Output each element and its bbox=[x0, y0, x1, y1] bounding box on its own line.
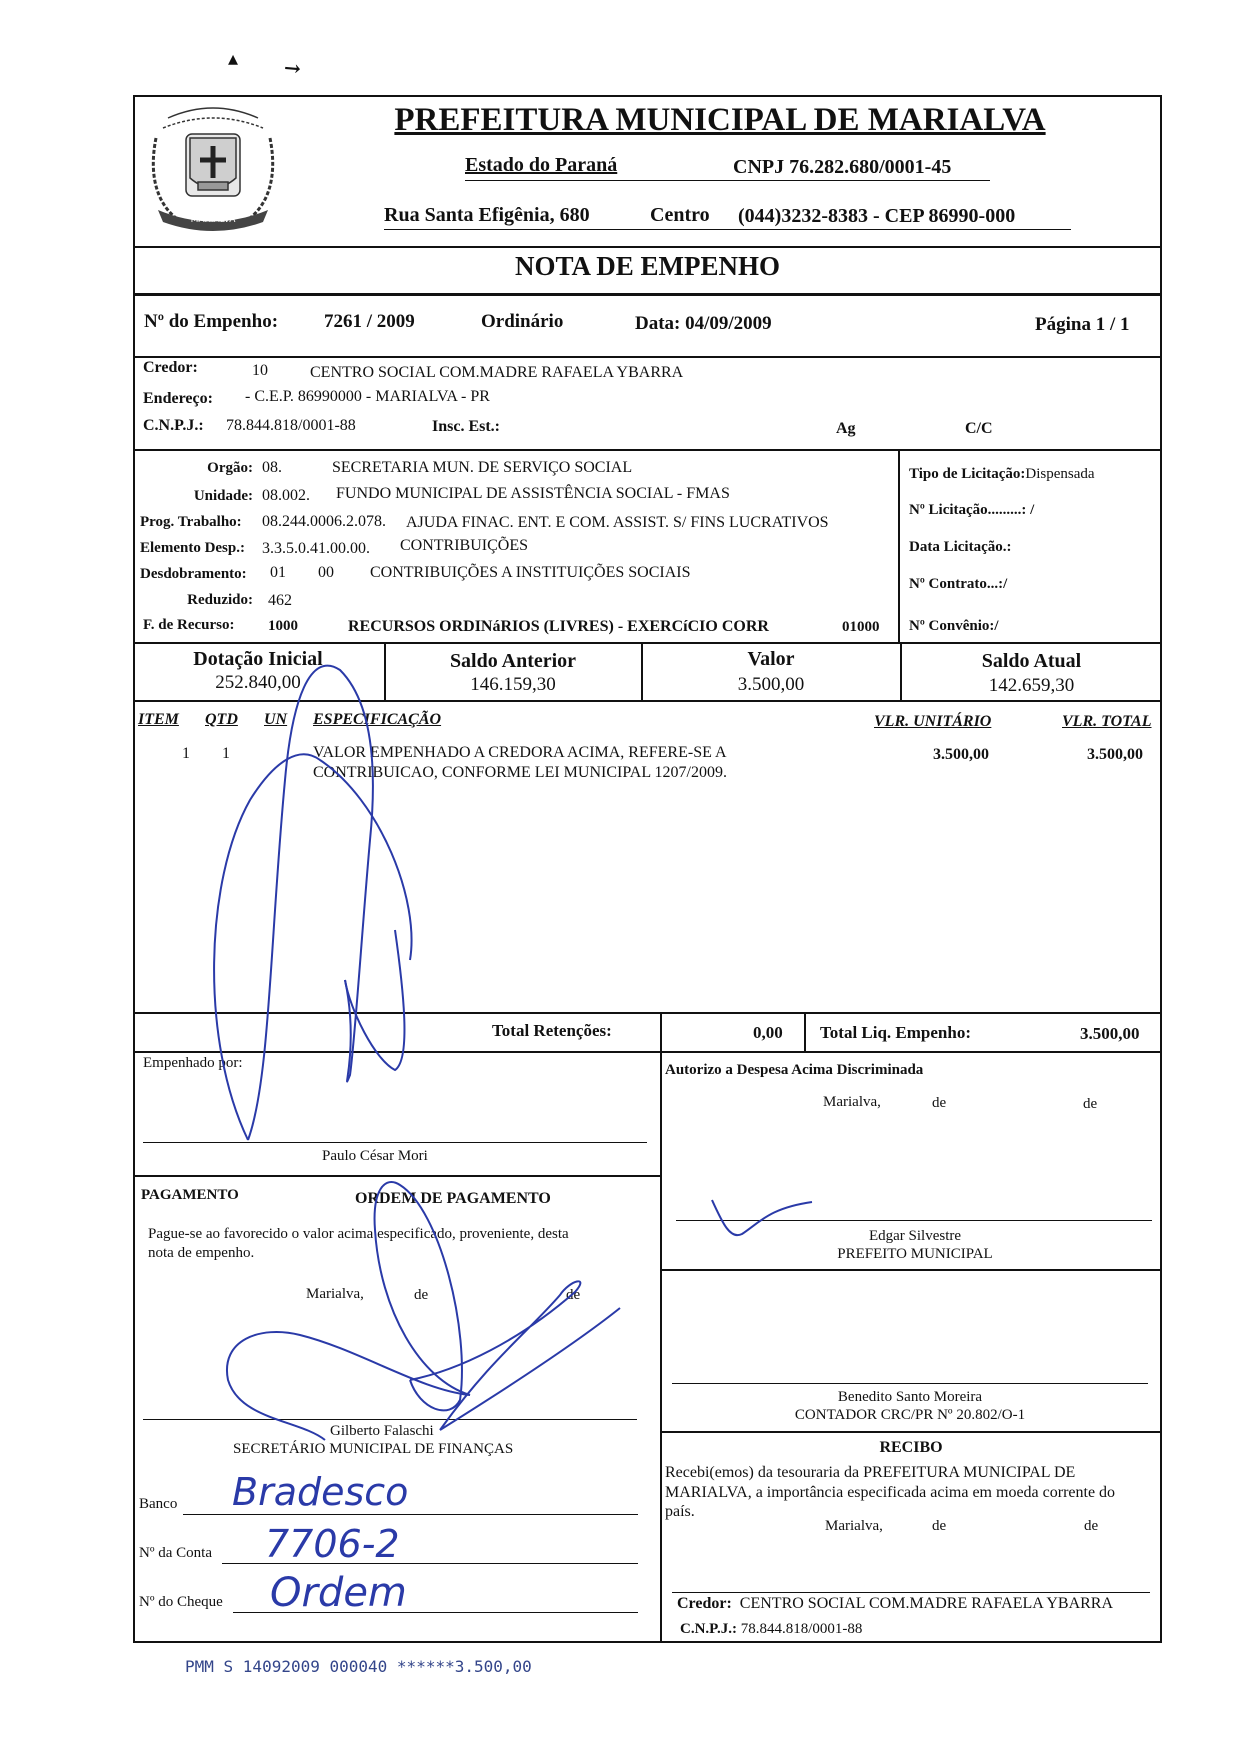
col-qtd-header: QTD bbox=[205, 711, 238, 728]
saldo-atual-label: Saldo Atual bbox=[981, 650, 1082, 672]
signature-line bbox=[143, 1142, 647, 1143]
conta-handwritten: 7706-2 bbox=[265, 1522, 400, 1566]
state-label: Estado do Paraná bbox=[465, 154, 618, 176]
fonte-label: F. de Recurso: bbox=[143, 617, 235, 633]
prog-code: 08.244.0006.2.078. bbox=[262, 513, 386, 530]
signature-line bbox=[672, 1383, 1148, 1384]
saldo-atual-value: 142.659,30 bbox=[988, 675, 1075, 696]
orgao-label: Orgão: bbox=[207, 460, 253, 476]
cheque-handwritten: Ordem bbox=[270, 1570, 407, 1616]
reduzido-value: 462 bbox=[268, 592, 292, 609]
liq-label: Total Liq. Empenho: bbox=[820, 1023, 971, 1042]
fonte-code: 1000 bbox=[268, 618, 298, 634]
row-item: 1 bbox=[182, 745, 190, 762]
tipo-licitacao-label: Tipo de Licitação: bbox=[909, 466, 1026, 482]
ag-label: Ag bbox=[836, 420, 856, 437]
credor-label: Credor: bbox=[143, 359, 198, 376]
address-field-label: Endereço: bbox=[143, 390, 213, 407]
autorizo-de2: de bbox=[1083, 1096, 1098, 1112]
desdobramento-label: Desdobramento: bbox=[140, 566, 247, 582]
divider bbox=[660, 1269, 1162, 1271]
empenhado-name: Paulo César Mori bbox=[322, 1148, 428, 1164]
col-total-header: VLR. TOTAL bbox=[1062, 713, 1152, 730]
divider bbox=[804, 1012, 806, 1051]
desdobramento-code2: 00 bbox=[318, 564, 334, 581]
row-spec-line2: CONTRIBUICAO, CONFORME LEI MUNICIPAL 1207/2009. bbox=[313, 764, 727, 781]
divider bbox=[133, 700, 1162, 702]
scan-mark: ↘ bbox=[279, 55, 307, 83]
ordem-label: ORDEM DE PAGAMENTO bbox=[355, 1190, 551, 1207]
liq-value: 3.500,00 bbox=[1080, 1024, 1140, 1043]
row-total-value: 3.500,00 bbox=[1087, 746, 1143, 763]
divider bbox=[660, 1431, 1162, 1433]
autorizo-label: Autorizo a Despesa Acima Discriminada bbox=[665, 1062, 924, 1078]
fonte-ref: 01000 bbox=[842, 619, 880, 635]
recibo-text1: Recebi(emos) da tesouraria da PREFEITURA MUNICIPAL DE bbox=[665, 1464, 1076, 1481]
secretario-name: Gilberto Falaschi bbox=[330, 1423, 434, 1439]
prog-name: AJUDA FINAC. ENT. E COM. ASSIST. S/ FINS LUCRATIVOS bbox=[406, 514, 829, 531]
row-unit-value: 3.500,00 bbox=[933, 746, 989, 763]
contrato-number: Nº Contrato...:/ bbox=[909, 576, 1008, 592]
col-spec-header: ESPECIFICAÇÃO bbox=[313, 711, 442, 728]
banco-handwritten: Bradesco bbox=[232, 1470, 409, 1514]
elemento-name: CONTRIBUIÇÕES bbox=[400, 537, 529, 554]
desdobramento-name: CONTRIBUIÇÕES A INSTITUIÇÕES SOCIAIS bbox=[370, 564, 691, 581]
prog-label: Prog. Trabalho: bbox=[140, 514, 242, 530]
insc-label: Insc. Est.: bbox=[432, 418, 501, 435]
col-un-header: UN bbox=[264, 711, 288, 728]
banco-label: Banco bbox=[139, 1496, 178, 1512]
banco-field-line bbox=[183, 1514, 638, 1515]
divider bbox=[133, 1012, 1162, 1014]
underline bbox=[384, 229, 1071, 230]
pagamento-de1: de bbox=[414, 1287, 429, 1303]
recibo-place: Marialva, bbox=[825, 1518, 883, 1534]
empenhado-label: Empenhado por: bbox=[143, 1055, 243, 1071]
divider bbox=[898, 449, 900, 642]
row-qtd: 1 bbox=[222, 745, 230, 762]
contador-role: CONTADOR CRC/PR Nº 20.802/O-1 bbox=[794, 1407, 1026, 1423]
recibo-de1: de bbox=[932, 1518, 947, 1534]
unidade-code: 08.002. bbox=[262, 487, 310, 504]
cnpj-field-label: C.N.P.J.: bbox=[143, 417, 204, 434]
contador-name: Benedito Santo Moreira bbox=[837, 1389, 983, 1405]
scan-mark: ▴ bbox=[228, 48, 239, 70]
cheque-label: Nº do Cheque bbox=[139, 1594, 223, 1610]
dotacao-value: 252.840,00 bbox=[215, 672, 301, 693]
retencoes-label: Total Retenções: bbox=[492, 1021, 612, 1040]
recibo-title: RECIBO bbox=[879, 1439, 943, 1456]
pagamento-place: Marialva, bbox=[306, 1286, 364, 1302]
page-number: Página 1 / 1 bbox=[1035, 314, 1130, 335]
unidade-label: Unidade: bbox=[193, 488, 253, 504]
row-spec-line1: VALOR EMPENHADO A CREDORA ACIMA, REFERE-SE A bbox=[313, 744, 727, 761]
signature-line bbox=[143, 1419, 637, 1420]
divider bbox=[133, 356, 1162, 358]
recibo-credor-label: Credor: bbox=[677, 1595, 732, 1612]
empenho-date: Data: 04/09/2009 bbox=[635, 313, 772, 334]
recibo-cnpj-value: 78.844.818/0001-88 bbox=[740, 1621, 863, 1637]
divider bbox=[133, 293, 1162, 296]
col-item-header: ITEM bbox=[138, 711, 179, 728]
recibo-credor-name: CENTRO SOCIAL COM.MADRE RAFAELA YBARRA bbox=[739, 1595, 1114, 1612]
credor-name: CENTRO SOCIAL COM.MADRE RAFAELA YBARRA bbox=[310, 364, 684, 381]
signature-line bbox=[676, 1220, 1152, 1221]
divider bbox=[133, 1175, 660, 1177]
pagamento-text2: nota de empenho. bbox=[148, 1245, 255, 1261]
empenho-type: Ordinário bbox=[481, 311, 564, 332]
phone-cep-label: (044)3232-8383 - CEP 86990-000 bbox=[738, 205, 1016, 227]
recibo-de2: de bbox=[1084, 1518, 1099, 1534]
district-label: Centro bbox=[650, 204, 710, 226]
valor-label: Valor bbox=[747, 648, 795, 670]
coat-of-arms-text: MARIALVA bbox=[190, 215, 236, 225]
coat-of-arms-icon bbox=[138, 98, 288, 238]
reduzido-label: Reduzido: bbox=[187, 592, 253, 608]
tipo-licitacao-value: Dispensada bbox=[1025, 466, 1095, 482]
divider bbox=[660, 1012, 662, 1643]
saldo-anterior-label: Saldo Anterior bbox=[449, 650, 577, 672]
divider bbox=[133, 246, 1162, 248]
secretario-role: SECRETÁRIO MUNICIPAL DE FINANÇAS bbox=[233, 1441, 514, 1457]
cc-label: C/C bbox=[965, 420, 993, 437]
licitacao-number: Nº Licitação.........: / bbox=[909, 502, 1035, 518]
fonte-name: RECURSOS ORDINáRIOS (LIVRES) - EXERCíCIO CORR bbox=[348, 618, 769, 635]
desdobramento-code1: 01 bbox=[270, 564, 286, 581]
orgao-code: 08. bbox=[262, 459, 282, 476]
recibo-text3: país. bbox=[665, 1503, 695, 1520]
prefeito-name: Edgar Silvestre bbox=[868, 1228, 962, 1244]
orgao-name: SECRETARIA MUN. DE SERVIÇO SOCIAL bbox=[332, 459, 633, 476]
autorizo-de1: de bbox=[932, 1095, 947, 1111]
divider bbox=[133, 449, 1162, 451]
divider bbox=[133, 642, 1162, 644]
convenio-number: Nº Convênio:/ bbox=[909, 618, 999, 634]
conta-label: Nº da Conta bbox=[139, 1545, 212, 1561]
empenho-number: 7261 / 2009 bbox=[324, 311, 415, 332]
autorizo-place: Marialva, bbox=[823, 1094, 881, 1110]
page-title: PREFEITURA MUNICIPAL DE MARIALVA bbox=[394, 102, 1046, 138]
underline bbox=[465, 180, 990, 181]
cnpj-label: CNPJ 76.282.680/0001-45 bbox=[733, 156, 952, 178]
col-unit-header: VLR. UNITÁRIO bbox=[874, 713, 992, 730]
divider bbox=[133, 1051, 1162, 1053]
recibo-text2: MARIALVA, a importância especificada acima em moeda corrente do bbox=[665, 1484, 1116, 1501]
elemento-label: Elemento Desp.: bbox=[140, 540, 245, 556]
doc-title: NOTA DE EMPENHO bbox=[514, 251, 781, 281]
pagamento-label: PAGAMENTO bbox=[141, 1187, 239, 1203]
retencoes-value: 0,00 bbox=[753, 1023, 783, 1042]
pagamento-de2: de bbox=[566, 1287, 581, 1303]
dotacao-label: Dotação Inicial bbox=[193, 648, 323, 670]
prefeito-role: PREFEITO MUNICIPAL bbox=[837, 1246, 993, 1262]
saldo-anterior-value: 146.159,30 bbox=[470, 674, 556, 695]
credor-address: - C.E.P. 86990000 - MARIALVA - PR bbox=[245, 388, 490, 405]
valor-value: 3.500,00 bbox=[737, 674, 805, 695]
unidade-name: FUNDO MUNICIPAL DE ASSISTÊNCIA SOCIAL - FMAS bbox=[336, 485, 730, 502]
credor-code: 10 bbox=[252, 362, 268, 379]
elemento-code: 3.3.5.0.41.00.00. bbox=[262, 540, 370, 557]
print-stamp: PMM S 14092009 000040 ******3.500,00 bbox=[185, 1657, 532, 1676]
empenho-number-label: Nº do Empenho: bbox=[144, 311, 279, 332]
licitacao-date: Data Licitação.: bbox=[909, 539, 1012, 555]
credor-cnpj: 78.844.818/0001-88 bbox=[226, 417, 356, 434]
pagamento-text1: Pague-se ao favorecido o valor acima especificado, proveniente, desta bbox=[148, 1226, 569, 1242]
recibo-cnpj-label: C.N.P.J.: bbox=[680, 1621, 737, 1637]
signature-line bbox=[672, 1592, 1150, 1593]
address-label: Rua Santa Efigênia, 680 bbox=[384, 204, 590, 226]
